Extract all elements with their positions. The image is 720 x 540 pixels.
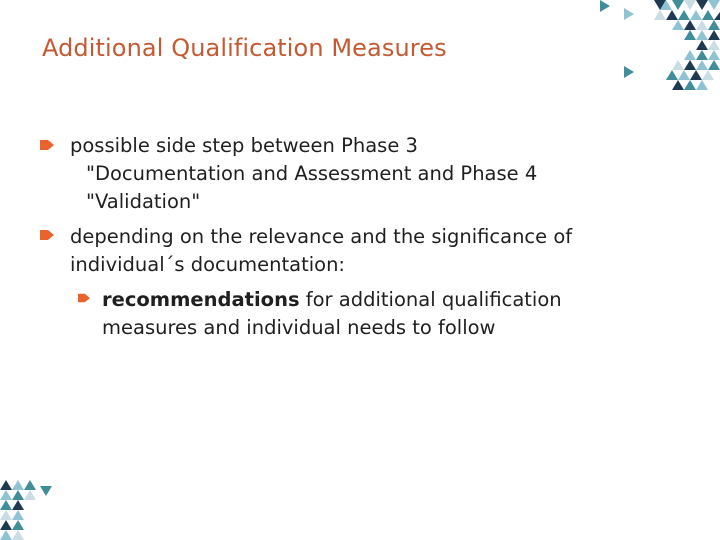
bullet-2: [70, 223, 572, 279]
sub-bullet-bold-term: recommendations: [102, 288, 300, 311]
sub-bullet-arrow-icon: [78, 292, 90, 304]
sub-bullet: [102, 286, 562, 342]
sub-bullet-line-1: [102, 286, 562, 314]
bullet-arrow-icon: [40, 228, 54, 242]
bullet-arrow-icon: [40, 138, 54, 152]
slide-title: Additional Qualification Measures: [42, 34, 447, 62]
triangle-mosaic-top-right-icon: [588, 0, 720, 100]
bullet-1-line-2: "Documentation and Assessment and Phase 4: [86, 162, 538, 185]
bullet-2-line-1: depending on the relevance and the significance of: [70, 225, 573, 248]
bullet-2-line-2: individual´s documentation:: [70, 253, 345, 276]
bullet-1-line-1: possible side step between Phase 3: [70, 134, 418, 157]
sub-bullet-rest: for additional qualification: [299, 288, 562, 311]
triangle-mosaic-bottom-left-icon: [0, 480, 70, 540]
bullet-1-line-3: "Validation": [86, 190, 201, 213]
bullet-1: [70, 132, 537, 216]
sub-bullet-line-2: measures and individual needs to follow: [102, 316, 496, 339]
